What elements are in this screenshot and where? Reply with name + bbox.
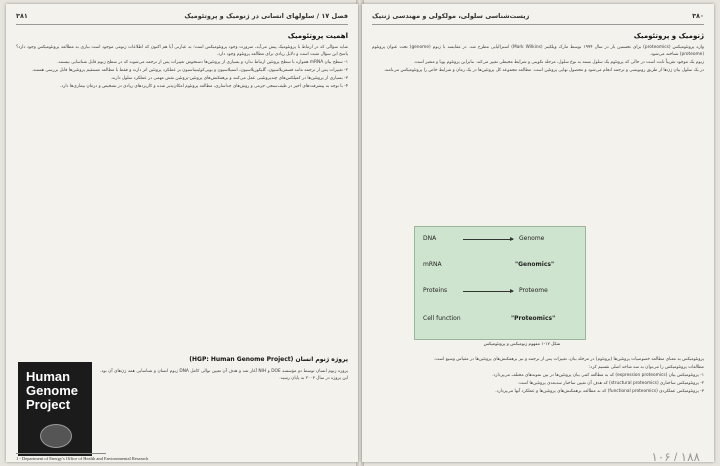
figure-label-dna: DNA <box>423 235 437 242</box>
left-body <box>16 44 348 92</box>
figure-label-genomics: "Genomics" <box>515 261 555 268</box>
left-paragraph: شاید سؤالی که در ارتباط با پروتئومیک پیش می‌آید، ضرورت وجود پروتئومیکس است؛ به عبارتی آیا هم اکنون که اطلاعات ژنومی موجود است نیازی به مطالعه پروتئومیکس وجود دارد؟ پاسخ این سؤال مثبت است و دلایل زیادی برای مطالعه پروتئوم وجود دارد. <box>16 45 348 58</box>
footnote: 1 - Department of Energy's Office of Health and Environmental Research <box>16 456 149 461</box>
right-paragraph: در یک سلول بیان ژن‌ها از طریق رونویسی و ترجمه انجام می‌شود و محصول نهایی پروتئین است. مطالعه مجموعه کل پروتئین‌ها در یک زمان و شرایط خاص را پروتئومیکس می‌نامند. <box>383 68 704 74</box>
left-paragraph: ۲- تغییرات پس از ترجمه مانند فسفریلاسیون، گلیکوزیلاسیون، استیلاسیون و یوبی‌کوئیتیناسیون بر عملکرد پروتئین اثر دارند و فقط با مطالعه مستقیم پروتئین‌ها قابل بررسی هستند. <box>31 68 348 74</box>
figure-arrow <box>463 291 513 292</box>
left-paragraph: ۱- سطح بیان mRNA همواره با سطح پروتئین ارتباط ندارد و بسیاری از پروتئین‌ها دستخوش تغییرات پس از ترجمه می‌شوند که در سطح ژنوم قابل شناسایی نیستند. <box>57 60 348 66</box>
genomics-proteomics-figure <box>414 226 586 340</box>
right-body-bottom <box>372 356 704 396</box>
figure-caption: شکل ۱۷-۱ مفهوم ژنومیکس و پروتئومیکس <box>483 342 561 347</box>
figure-label-proteins: Proteins <box>423 287 448 294</box>
right-body-top <box>372 44 704 75</box>
hgp-logo-text: Human Genome Project <box>26 369 79 412</box>
right-paragraph: پروتئومیکس به معنای مطالعه خصوصیات پروتئین‌ها (پروتئوم) در مرحله بیان، تغییرات پس از ترجمه و نیز برهمکنش‌های پروتئین‌ها در مقیاس وسیع است. <box>433 357 704 362</box>
figure-label-mrna: mRNA <box>423 261 442 268</box>
right-paragraph: ۳- پروتئومیکس عملکردی (functional proteomics) که به مطالعه برهمکنش‌های پروتئین‌ها و عملکرد آنها می‌پردازد. <box>495 389 704 395</box>
hgp-heading: پروژه ژنوم انسان (HGP: Human Genome Project) <box>189 356 348 363</box>
hgp-paragraph: پروژه ژنوم انسان توسط دو مؤسسه DOE و NIH آغاز شد و هدف آن تعیین توالی کامل DNA ژنوم انسان و شناسایی همه ژن‌های آن بود. این پروژه در سال ۲۰۰۳ به پایان رسید. <box>100 369 349 382</box>
right-page <box>362 4 714 462</box>
right-paragraph: ۱- پروتئومیکس بیان (expression proteomics) که به مطالعه کمی بیان پروتئین‌ها در بین نمونه‌های مختلف می‌پردازد. <box>492 373 704 379</box>
left-running-title: فصل ۱۷ / سلولهای انسانی در ژنومیک و پروتئومیک <box>184 12 348 20</box>
left-paragraph: ۴- با توجه به پیشرفت‌های اخیر در طیف‌سنجی جرمی و روش‌های جداسازی، مطالعه پروتئوم امکان‌پذیر شده و کاربردهای زیادی در تشخیص و درمان بیماری‌ها دارد. <box>59 84 348 90</box>
right-paragraph: مطالعات پروتئومیکس را می‌توان به سه شاخه اصلی تقسیم کرد: <box>588 365 704 371</box>
left-paragraph: ۳- بسیاری از پروتئین‌ها در کمپلکس‌های چندپروتئینی عمل می‌کنند و برهمکنش‌های پروتئین-پروتئین نقش مهمی در عملکرد سلول دارند. <box>110 76 348 82</box>
left-section-title: اهمیت پروتئومیک <box>287 32 348 40</box>
hgp-logo-image <box>18 362 92 456</box>
hgp-seal-icon <box>40 424 72 448</box>
left-page-number: ۳۸۱ <box>16 12 28 20</box>
figure-arrow <box>463 239 513 240</box>
right-running-head <box>372 12 704 25</box>
figure-label-proteomics: "Proteomics" <box>511 315 556 322</box>
right-section-title: ژنومیک و پروتئومیک <box>633 32 704 40</box>
right-running-title: زیست‌شناسی سلولی، مولکولی و مهندسی ژنتیک <box>372 12 530 20</box>
left-page <box>6 4 358 462</box>
right-paragraph: ۲- پروتئومیکس ساختاری (structural proteomics) که هدف آن تعیین ساختار سه‌بعدی پروتئین‌ها است. <box>517 381 704 387</box>
right-page-number: ۳۸۰ <box>692 12 704 20</box>
left-running-head <box>16 12 348 25</box>
footnote-divider <box>16 453 106 454</box>
pdf-page-counter: ۱۰۶ / ۱۸۸ <box>651 450 700 462</box>
figure-label-proteome: Proteome <box>519 287 548 294</box>
figure-label-cell-function: Cell function <box>423 315 461 322</box>
right-paragraph: واژه پروتئومیکس (proteomics) برای نخستین بار در سال ۱۹۹۴ توسط مارک ویلکینز (Mark Wilkins) استرالیایی مطرح شد. در مقایسه با ژنوم (genome) تحت عنوان پروتئوم (proteome) شناخته می‌شود. <box>372 45 704 58</box>
right-paragraph: ژنوم یک موجود تقریباً ثابت است در حالی که پروتئوم یک سلول بسته به نوع سلول، مرحله تکوینی و شرایط محیطی تغییر می‌کند. بنابراین پروتئوم پویا و متغیر است. <box>413 60 704 66</box>
figure-label-genome: Genome <box>519 235 545 242</box>
